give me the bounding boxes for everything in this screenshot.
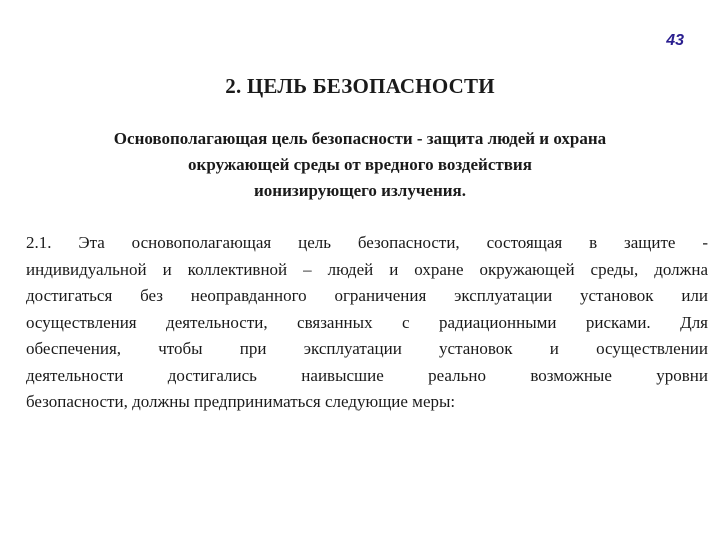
body-line: индивидуальной и коллективной – людей и охране окружающей среды, должна <box>26 259 708 279</box>
body-line: осуществления деятельности, связанных с радиационными рисками. Для <box>26 312 708 332</box>
lead-line: ионизирующего излучения. <box>253 181 466 200</box>
page-number: 43 <box>666 32 684 49</box>
body-line: деятельности достигались наивысшие реально возможные уровни <box>26 365 708 385</box>
body-line: безопасности, должны предприниматься следующие меры: <box>26 392 456 411</box>
body-line: 2.1. Эта основополагающая цель безопасности, состоящая в защите - <box>26 233 708 252</box>
lead-line: Основополагающая цель безопасности - защита людей и охрана <box>113 129 607 148</box>
body-line: обеспечения, чтобы при эксплуатации установок и осуществлении <box>26 339 708 358</box>
body-paragraph <box>26 230 708 416</box>
section-title: 2. ЦЕЛЬ БЕЗОПАСНОСТИ <box>225 74 495 98</box>
body-line: достигаться без неоправданного ограничения эксплуатации установок или <box>26 286 708 305</box>
lead-paragraph <box>40 126 680 204</box>
lead-line: окружающей среды от вредного воздействия <box>188 155 532 174</box>
